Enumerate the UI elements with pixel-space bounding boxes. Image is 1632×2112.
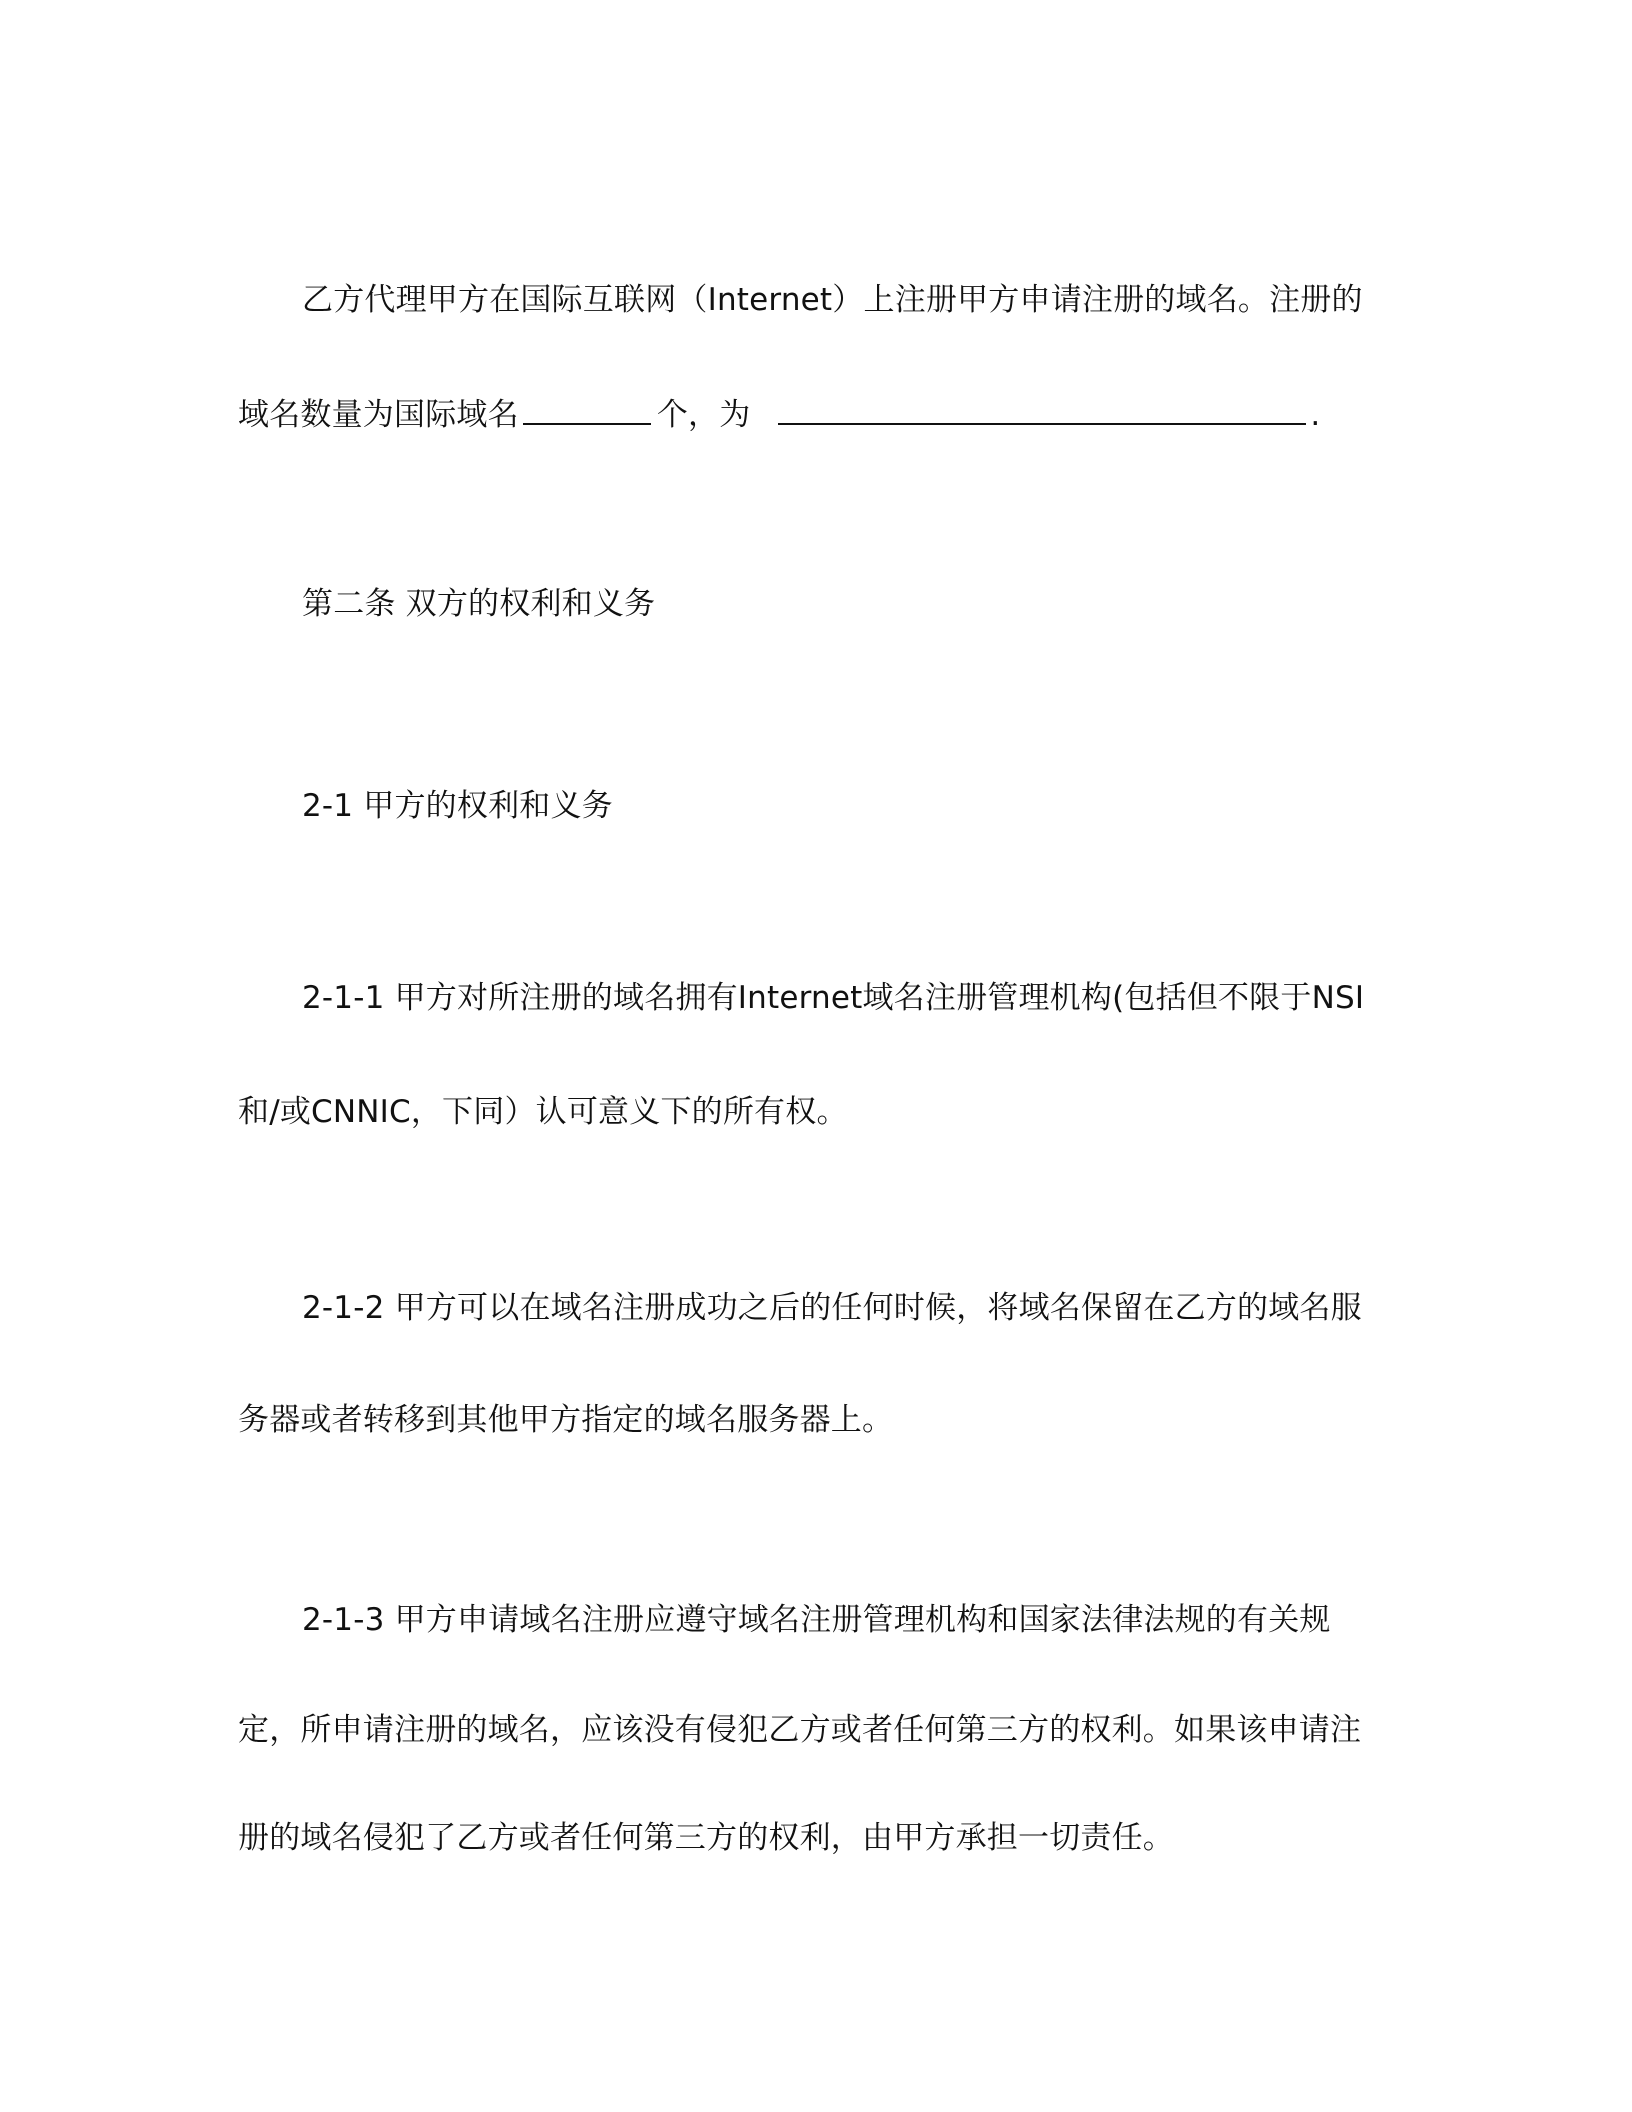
domain-count-blank	[523, 393, 651, 425]
clause-2-1-2-line1: 2-1-2 甲方可以在域名注册成功之后的任何时候，将域名保留在乙方的域名服	[302, 1290, 1362, 1326]
clause-2-1-3-line3: 册的域名侵犯了乙方或者任何第三方的权利，由甲方承担一切责任。	[238, 1820, 1174, 1856]
clause-2-1-2-line2: 务器或者转移到其他甲方指定的域名服务器上。	[238, 1402, 894, 1438]
clause-2-1-3-line1: 2-1-3 甲方申请域名注册应遵守域名注册管理机构和国家法律法规的有关规	[302, 1602, 1331, 1638]
para1-line2-prefix: 域名数量为国际域名	[238, 397, 519, 433]
heading-2-1: 2-1 甲方的权利和义务	[302, 788, 613, 824]
domain-names-blank	[778, 393, 1306, 425]
para1-line1: 乙方代理甲方在国际互联网（Internet）上注册甲方申请注册的域名。注册的	[302, 282, 1363, 318]
para1-line2-end: .	[1310, 397, 1321, 433]
clause-2-1-1-line1: 2-1-1 甲方对所注册的域名拥有Internet域名注册管理机构(包括但不限于NSI	[302, 980, 1365, 1016]
clause-2-1-3-line2: 定，所申请注册的域名，应该没有侵犯乙方或者任何第三方的权利。如果该申请注	[238, 1712, 1362, 1748]
para1-line2-mid: 个，为	[656, 397, 751, 433]
clause-2-1-1-line2: 和/或CNNIC，下同）认可意义下的所有权。	[238, 1094, 848, 1130]
para1-line2	[238, 393, 1320, 435]
heading-article-2: 第二条 双方的权利和义务	[302, 586, 656, 622]
